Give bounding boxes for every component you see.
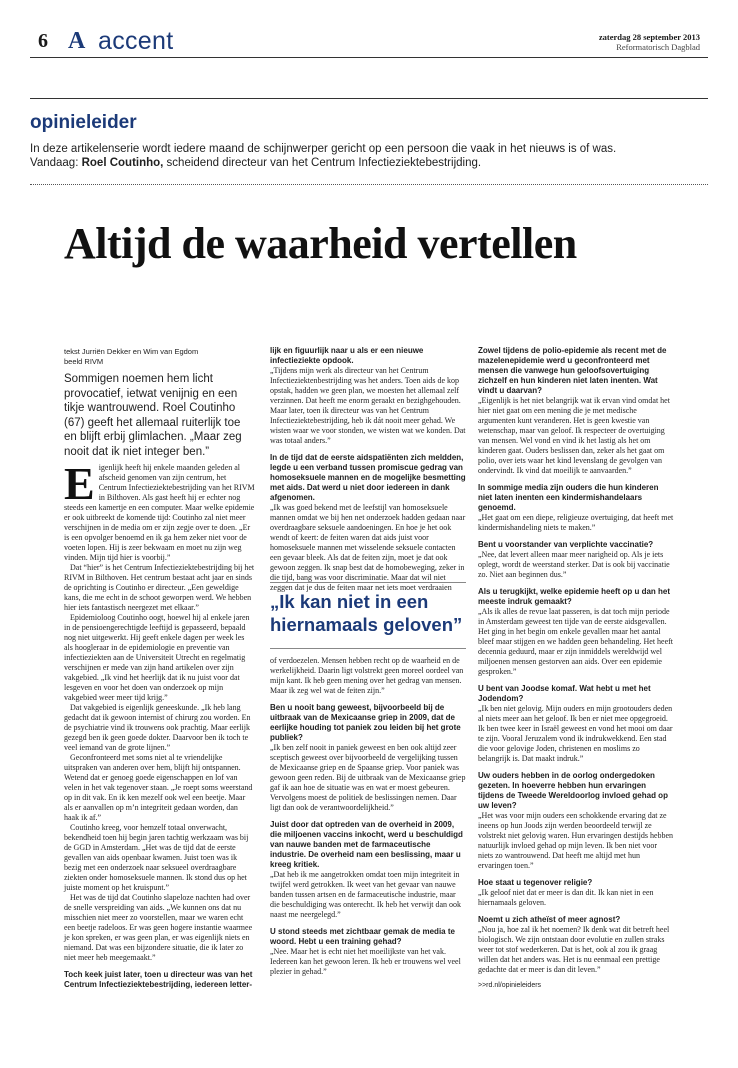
article-paragraph: of verdoezelen. Mensen hebben recht op de waarheid en de werkelijkheid. Daarin ligt volstrekt geen moreel oordeel van mijn kant. Ik heb geen mening over het gedrag van mensen. Maar ik zeg wel wat de feiten zijn.”	[270, 656, 464, 695]
series-intro-line-2	[30, 156, 710, 170]
article-paragraph: Het was de tijd dat Coutinho slapeloze nachten had over de snelle verspreiding van aids. „We kunnen ons dat nu misschien niet meer zo voorstellen, maar we waren echt een beetje radeloos. Er was geen hogere instantie waarmee je kon spreken, er was geen plan, er was eigenlijk niets en niemand. Dat was een bijzondere situatie, die ik later zo niet meer heb meegemaakt.”	[64, 893, 253, 962]
header-dateline	[599, 32, 700, 52]
article-column-1	[64, 458, 255, 990]
article-credits	[64, 347, 198, 366]
article-paragraph: „Tijdens mijn werk als directeur van het Centrum Infectieziektenbestrijding was het anders. Toen aids de kop opstak, hadden we geen plan, we moesten het allemaal zelf verzinnen. Dat heeft me enorm geraakt en bezighgehouden. Maar later, toen ik directeur was van het Centrum Infectieziektebestrijding, heb ik dát nooit meer gehad. We wisten waar we voor stonden, we wisten wat we konden. Dat was totaal anders.”	[270, 366, 466, 445]
intro-prefix: Vandaag:	[30, 157, 82, 169]
article-paragraph: „Het gaat om een diepe, religieuze overtuiging, dat heeft met kindermishandeling niets te maken.”	[478, 513, 674, 532]
article-paragraph: igenlijk heeft hij enkele maanden geleden al afscheid genomen van zijn centrum, het Centrum Infectieziektebestrijding van het RIVM in Bilthoven. Als gast heeft hij er echter nog steeds een kamertje en een computer. Maar welke epidemie er ook uitbreekt de komende tijd: Coutinho zal niet meer verschijnen in de media om er zijn zegje over te doen. „Er is een opvolger benoemd en ik ga hem zeker niet voor de voeten lopen. Hij is zeer bekwaam en moet nu zijn weg vinden. Mijn tijd hier is voorbij.”	[64, 463, 255, 562]
drop-cap: E	[64, 458, 95, 509]
pullquote-rule-top	[270, 582, 466, 583]
series-heading: opinieleider	[30, 112, 137, 133]
dotted-divider	[30, 184, 708, 185]
interview-question: Juist door dat optreden van de overheid in 2009, die miljoenen vaccins inkocht, werd u beschuldigd van nauwe banden met de farmaceutische industrie. De overheid nam een beslissing, maar u kreeg kritiek.	[270, 820, 463, 869]
credit-photo: beeld RIVM	[64, 356, 104, 366]
article-paragraph: „Ik geloof niet dat er meer is dan dit. Ik kan niet in een hiernamaals geloven.	[478, 888, 654, 907]
interview-question: Toch keek juist later, toen u directeur was van het Centrum Infectieziektebestrijding, iedereen letter-	[64, 970, 253, 989]
article-lead: Sommigen noemen hem licht provocatief, ietwat venijnig en een tikje wantrouwend. Roel Coutinho (67) geeft het allemaal ruiterlijk toe en blijft erbij glimlachen. „Maar zeg nooit dat ik niet integer ben.”	[64, 373, 242, 458]
interview-question: In sommige media zijn ouders die hun kinderen niet laten inenten een kindermishandelaars genoemd.	[478, 483, 659, 512]
series-intro	[30, 142, 710, 170]
header-rule	[30, 57, 708, 58]
article-paragraph: „Nee. Maar het is echt niet het moeilijkste van het vak. Iedereen kan het gewoon leren. Ik heb er trouwens wel veel plezier in gehad.”	[270, 947, 461, 976]
article-column-2-top	[270, 346, 466, 593]
article-paragraph: Dat “hier” is het Centrum Infectieziektebestrijding bij het RIVM in Bilthoven. Het centrum bestaat acht jaar en sinds de oprichting is Coutinho er directeur. „Een geweldige kans, die me echt in de schoot geworpen werd. We hebben hier iets fantastisch neergezet met elkaar.”	[64, 563, 255, 612]
section-title: accent	[98, 27, 174, 55]
article-paragraph: „Ik ben niet gelovig. Mijn ouders en mijn grootouders deden al niets meer aan het geloof. Ik ben er niet mee opgegroeid. Ik ben twee keer in Israël geweest en vond het mooi om daar te zijn. Vooral Jeruzalem vond ik indrukwekkend. Een stad die voor gelovige Joden, christenen en moslims zo belangrijk is. Dat maakt indruk.”	[478, 704, 673, 763]
article-paragraph: Coutinho kreeg, voor hemzelf totaal onverwacht, bekendheid toen hij begin jaren tachtig werkzaam was bij de GGD in Amsterdam. „Het was de tijd dat de eerste gevallen van aids openbaar kwamen. Juist toen was ik bezig met een onderzoek naar seksueel overdraagbare ziekten onder homoseksuele mannen. Ik stond dus op het juiste moment op het kruispunt.”	[64, 823, 249, 892]
credit-text: tekst Jurriën Dekker en Wim van Egdom	[64, 347, 199, 356]
interview-question: Als u terugkijkt, welke epidemie heeft op u dan het meeste indruk gemaakt?	[478, 587, 671, 606]
interview-question: Ben u nooit bang geweest, bijvoorbeeld bij de uitbraak van de Mexicaanse griep in 2009, dat de eerlijke houding tot paniek zou leiden bij het grote publiek?	[270, 703, 461, 742]
interview-question: Hoe staat u tegenover religie?	[478, 878, 593, 887]
accent-logo: A	[68, 28, 86, 54]
article-paragraph: „Eigenlijk is het niet belangrijk wat ik ervan vind omdat het hier niet gaat om een mening die je met medische argumenten kunt veranderen. Het is geen kwestie van wetenschap, maar van geloof. Ik respecteer de overtuiging van mensen. Wel vond en vind ik het lastig als het om kinderen gaat. Ouders beslissen dan, zeker als het gaat om polio, over iets waar het kind levenslang de gevolgen van ondervindt. Ik vind dat moeilijk te aanvaarden.”	[478, 396, 670, 475]
article-paragraph: „Nee, dat levert alleen maar meer narigheid op. Als je iets oplegt, wordt de weerstand sterker. Dat is ook bij vaccinatie zo. Niet aan beginnen dus.”	[478, 550, 670, 579]
article-paragraph: Geconfronteerd met soms niet al te vriendelijke uitspraken van anderen over hem, blijft hij ontspannen. Wetend dat er genoeg goede eigenschappen en lof van velen in het vak tegenover staan. „Je roept soms weerstand op in dit vak. En ik ken mezelf ook wel een beetje. Maar als er aanvallen op m’n integriteit gedaan worden, dan haak ik af.”	[64, 753, 253, 822]
article-paragraph: „Als ik alles de revue laat passeren, is dat toch mijn periode in Amsterdam geweest ten tijde van de eerste aidsgevallen. Het ging in het begin om enkele gevallen maar het aantal bleef maar stijgen en we hadden geen behandeling. Het heeft decennia geduurd, maar er zijn inmiddels wereldwijd wel miljoenen mensen gestorven aan aids. Over een epidemie gesproken.”	[478, 607, 674, 676]
interview-question: lijk en figuurlijk naar u als er een nieuwe infectieziekte opdook.	[270, 346, 424, 365]
pull-quote: „Ik kan niet in een hiernamaals geloven”	[270, 591, 463, 635]
intro-person-name: Roel Coutinho,	[81, 157, 164, 169]
interview-question: Uw ouders hebben in de oorlog ondergedoken gezeten. In hoeverre hebben hun ervaringen tijdens de Tweede Wereldoorlog invloed gehad op uw leven?	[478, 771, 668, 810]
article-paragraph: Epidemioloog Coutinho oogt, hoewel hij al enkele jaren in de pensioengerechtigde leeftijd is gepasseerd, bepaald nog niet uitgewerkt. Hij geeft enkele dagen per week les als hoogleraar in de epidemiologie en preventie van infectieziekten aan de Universiteit Utrecht en regelmatig verschijnen er mede van zijn hand artikelen over zijn vakgebied. „Ik vind het heerlijk dat ik nu juist voor dat lesgeven en voor het doen van onderzoek op mijn vakgebied weer meer tijd krijg.”	[64, 613, 250, 702]
interview-question: In de tijd dat de eerste aidspatiënten zich meldden, legde u een verband tussen promiscue gedrag van homoseksuele mannen en de mogelijke besmetting met aids. Dat werd u niet door iedereen in dank afgenomen.	[270, 453, 466, 502]
article-paragraph: „Het was voor mijn ouders een schokkende ervaring dat ze ineens op hun Joods zijn werden beoordeeld terwijl ze volstrekt niet gelovig waren. Hun ervaringen destijds hebben natuurlijk invloed gehad op mijn leven. Ik ben niet voor niets zo wantrouwend. Dat heeft me altijd met hun ervaringen toen.”	[478, 811, 674, 870]
issue-date: zaterdag 28 september 2013	[598, 32, 700, 42]
article-title: Altijd de waarheid vertellen	[64, 219, 577, 268]
web-link[interactable]: >>rd.nl/opinieleiders	[478, 982, 542, 989]
article-column-3	[478, 346, 674, 991]
interview-question: U stond steeds met zichtbaar gemak de media te woord. Hebt u een training gehad?	[270, 927, 455, 946]
newspaper-name: Reformatorisch Dagblad	[616, 42, 700, 52]
section-rule	[30, 98, 708, 99]
series-intro-line-1: In deze artikelenserie wordt iedere maand de schijnwerper gericht op een persoon die vaak in het nieuws is of was.	[30, 143, 617, 155]
article-paragraph: „Dat heb ik me aangetrokken omdat toen mijn integriteit in twijfel werd getrokken. Ik weet van het gevaar van nauwe banden tussen artsen en de farmaceutische industrie, maar die beschuldiging was onterecht. Ik heb het verwijt dan ook naast me neergelegd.”	[270, 870, 462, 919]
interview-question: Bent u voorstander van verplichte vaccinatie?	[478, 540, 654, 549]
intro-rest: scheidend directeur van het Centrum Infectieziektebestrijding.	[163, 157, 482, 169]
article-column-2-bottom	[270, 656, 466, 977]
page-number: 6	[38, 30, 48, 52]
interview-question: U bent van Joodse komaf. Wat hebt u met het Jodendom?	[478, 684, 651, 703]
article-paragraph: „Ik was goed bekend met de leefstijl van homoseksuele mannen omdat we bij hen net onderzoek hadden gedaan naar overdraagbare seksuele aandoeningen. En hoe je het ook wendt of keert: de feiten waren dat aids juist voor homoseksuele mannen met wisselende seksuele contacten een gevaar bleek. Als dat de feiten zijn, moet je dat ook gewoon zeggen. Ik snap best dat de homobeweging, zeker in die tijd, bang was voor discriminatie. Maar dat wil niet zeggen dat je dus de feiten maar net iets moet verdraaien	[270, 503, 466, 592]
interview-question: Noemt u zich atheïst of meer agnost?	[478, 915, 621, 924]
article-paragraph: Dat vakgebied is eigenlijk geneeskunde. „Ik heb lang gedacht dat ik gewoon internist of chirurg zou worden. En de psychiatrie vind ik trouwens ook prachtig. Maar eerlijk gezegd ben ik geen goede dokter. Daarvoor ben ik toch te veel iemand van de grote lijnen.”	[64, 703, 251, 752]
pullquote-rule-bottom	[270, 648, 466, 649]
interview-question: Zowel tijdens de polio-epidemie als recent met de mazelenepidemie werd u geconfronteerd met mensen die vanwege hun geloofsovertuiging zichzelf en hun kinderen niet laten inenten. Wat vindt u daarvan?	[478, 346, 667, 395]
article-paragraph: „Ik ben zelf nooit in paniek geweest en ben ook altijd zeer sceptisch geweest over bijvoorbeeld de vergelijking tussen de Mexicaanse griep en de Spaanse griep. Voor paniek was gewoon geen reden. Bij de uitbraak van de Mexicaanse griep gaf ik aan hoe de situatie was en wat er moest gebeuren. Vervolgens moest de politiek de beslissingen nemen. Daar ligt dan ook de verantwoordelijkheid.”	[270, 743, 466, 812]
article-paragraph: „Nou ja, hoe zal ik het noemen? Ik denk wat dit betreft heel biologisch. We zijn ontstaan door evolutie en zullen straks weer tot stof wederkeren. Dat is het, ook al zou ik graag willen dat het anders was. Het is nu eenmaal een prettige gedachte dat er meer is dan dit leven.”	[478, 925, 670, 974]
